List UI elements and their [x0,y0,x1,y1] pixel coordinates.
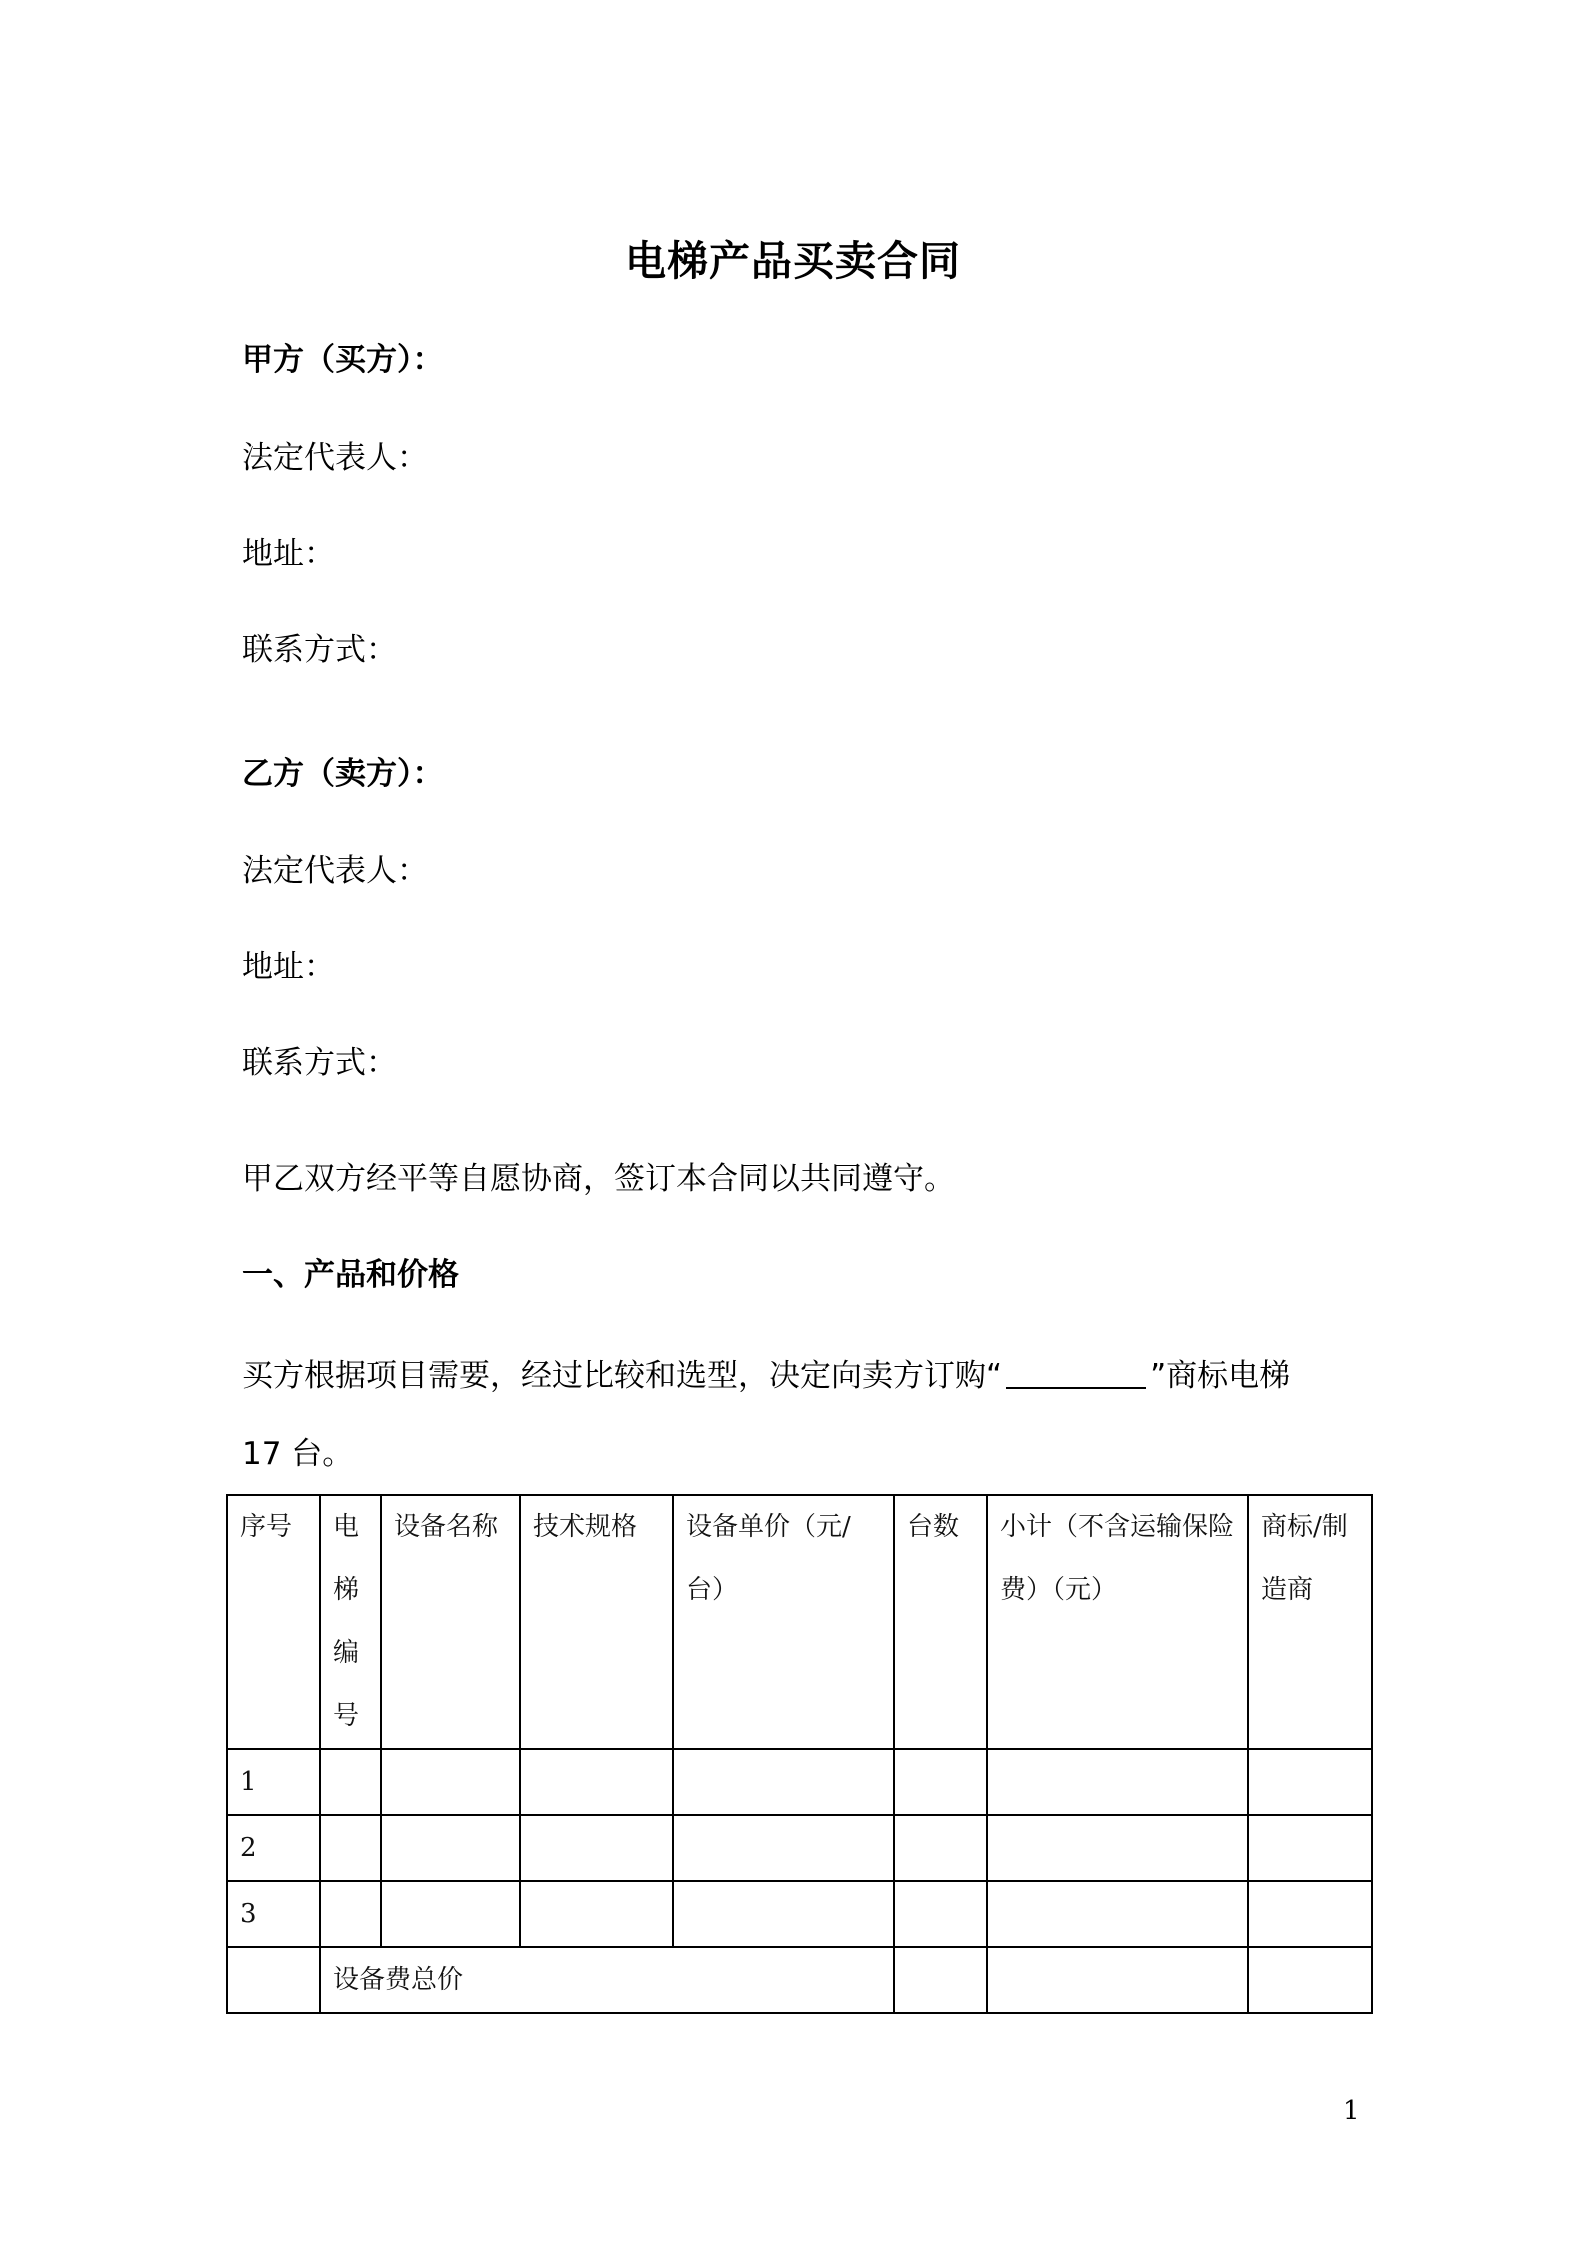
cell-empty [320,1749,381,1815]
cell-empty [987,1947,1248,2013]
table-row [227,1815,1372,1881]
total-label: 设备费总价 [320,1947,894,2013]
section-1-paragraph [242,1350,1290,1395]
cell-empty [894,1749,987,1815]
party-a-legal-rep: 法定代表人： [242,440,428,476]
cell-empty [520,1749,673,1815]
header-equipment-name: 设备名称 [381,1495,520,1749]
page-number: 1 [1343,2096,1360,2126]
cell-empty [894,1881,987,1947]
table-header-row [227,1495,1372,1749]
party-b-heading: 乙方（卖方）： [242,756,444,792]
cell-empty [894,1947,987,2013]
party-b-address: 地址： [242,949,335,985]
cell-empty [381,1815,520,1881]
cell-empty [227,1947,320,2013]
cell-empty [1248,1749,1372,1815]
table-row [227,1881,1372,1947]
cell-empty [894,1815,987,1881]
row-serial: 2 [227,1815,320,1881]
trademark-blank [1006,1359,1146,1389]
cell-empty [1248,1815,1372,1881]
header-subtotal: 小计（不含运输保险费）（元） [987,1495,1248,1749]
cell-empty [673,1815,894,1881]
header-quantity: 台数 [894,1495,987,1749]
cell-empty [1248,1881,1372,1947]
cell-empty [381,1749,520,1815]
cell-empty [987,1815,1248,1881]
cell-empty [520,1881,673,1947]
contract-title: 电梯产品买卖合同 [625,237,961,285]
product-price-table [226,1494,1373,2014]
section-1-heading: 一、产品和价格 [242,1257,459,1293]
cell-empty [381,1881,520,1947]
cell-empty [987,1881,1248,1947]
cell-empty [673,1749,894,1815]
cell-empty [1248,1947,1372,2013]
party-b-contact: 联系方式： [242,1045,397,1081]
cell-empty [320,1815,381,1881]
party-a-heading: 甲方（买方）： [242,342,444,378]
cell-empty [987,1749,1248,1815]
cell-empty [520,1815,673,1881]
cell-empty [673,1881,894,1947]
paragraph-text-after-blank: ”商标电梯 [1150,1358,1291,1394]
header-elevator-no: 电梯编号 [320,1495,381,1749]
row-serial: 1 [227,1749,320,1815]
header-tech-spec: 技术规格 [520,1495,673,1749]
paragraph-text-before-blank: 买方根据项目需要，经过比较和选型，决定向卖方订购“ [242,1358,1003,1394]
header-serial-no: 序号 [227,1495,320,1749]
agreement-statement: 甲乙双方经平等自愿协商，签订本合同以共同遵守。 [242,1161,955,1197]
party-b-legal-rep: 法定代表人： [242,853,428,889]
section-1-paragraph-line2: 17 台。 [242,1436,354,1472]
table-total-row [227,1947,1372,2013]
table-row [227,1749,1372,1815]
cell-empty [320,1881,381,1947]
party-a-contact: 联系方式： [242,632,397,668]
party-a-address: 地址： [242,536,335,572]
row-serial: 3 [227,1881,320,1947]
header-trademark-manufacturer: 商标/制造商 [1248,1495,1372,1749]
header-unit-price: 设备单价（元/台） [673,1495,894,1749]
